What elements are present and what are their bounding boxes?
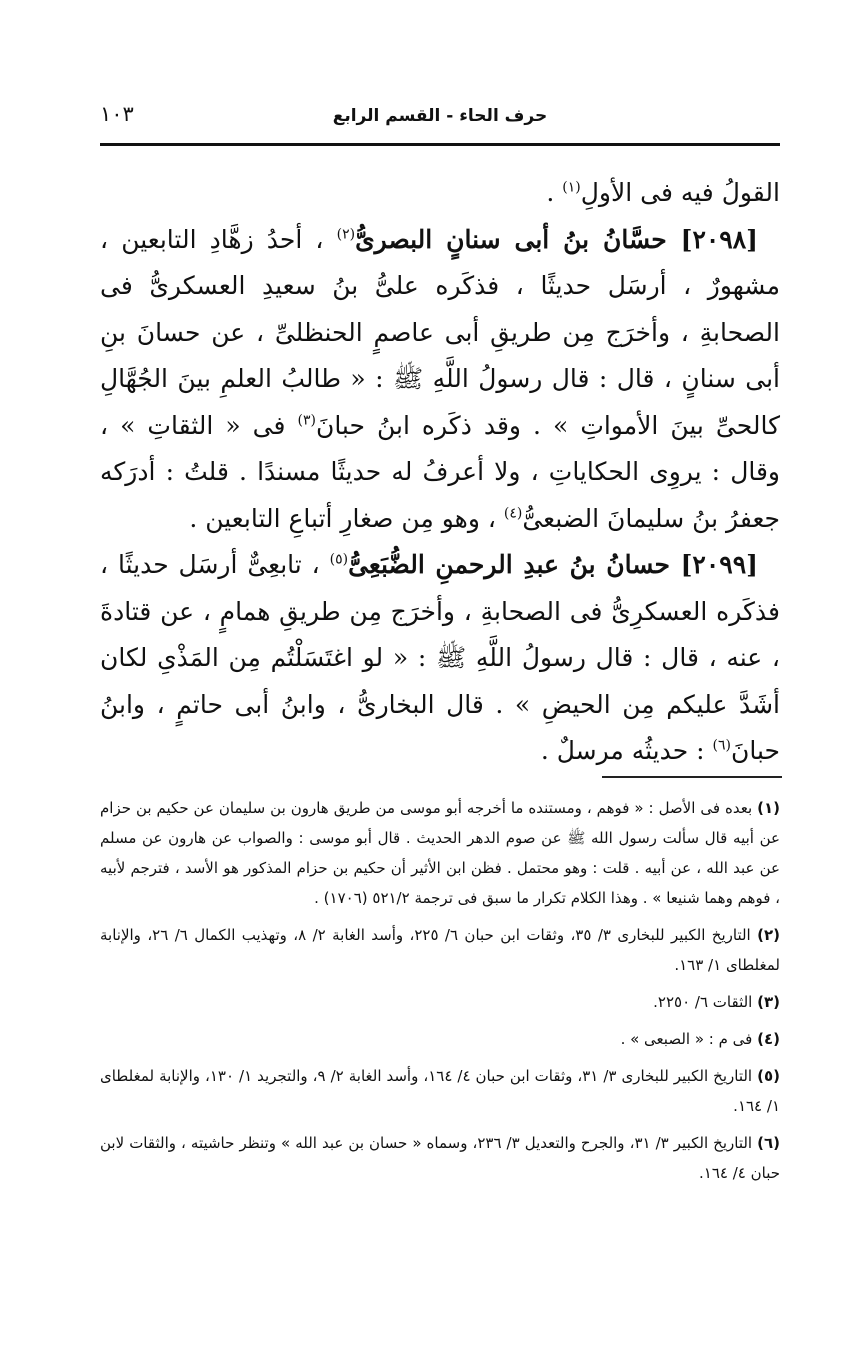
footnote — [100, 1024, 780, 1054]
footnote-number: (١) — [757, 799, 780, 817]
footnote-ref-4: (٤) — [503, 505, 523, 522]
footnote-ref-3: (٣) — [297, 412, 316, 429]
entry-2098-text-1: ، أحدُ زهَّادِ التابعين ، مشهورٌ ، أرسَل حديثًا ، فذكَره علىُّ بنُ سعيدِ العسكرىُّ فى الصحابةِ ، وأخرَج مِن طريقِ أبى عاصمٍ الحنظلىِّ ، عن حسانَ بنِ أبى سنانٍ ، قال : قال رسولُ اللَّهِ ﷺ : « طالبُ العلمِ بينَ الجُهَّالِ كالحىِّ بينَ الأمواتِ » . وقد ذكَره ابنُ حبانَ — [100, 224, 781, 440]
footnote-ref-1: (١) — [562, 179, 581, 196]
entry-2099-text-2: : حديثُه مرسلٌ . — [540, 736, 713, 765]
footnote-text: التاريخ الكبير للبخارى ٣/ ٣١، وثقات ابن حبان ٤/ ١٦٤، وأسد الغابة ٢/ ٩، والتجريد ١/ ١٣٠، والإنابة لمغلطاى ١/ ١٦٤. — [100, 1067, 780, 1115]
entry-2098 — [100, 217, 780, 543]
footnote-separator — [602, 776, 782, 778]
header-rule — [100, 143, 780, 146]
footnote — [100, 793, 780, 913]
entry-2099-heading: [٢٠٩٩] حسانُ بنُ عبدِ الرحمنِ الضُّبَعِىُّ — [348, 550, 758, 579]
footnote-ref-2: (٢) — [336, 226, 356, 243]
footnote-number: (٦) — [757, 1134, 781, 1152]
continuation-paragraph — [100, 170, 780, 217]
footnote-number: (٢) — [757, 926, 780, 944]
footnote-ref-6: (٦) — [712, 737, 732, 754]
page-number: ١٠٣ — [100, 102, 134, 126]
footnotes — [100, 793, 780, 1195]
continuation-text: القولُ فيه فى الأولِ — [580, 178, 780, 207]
footnote — [100, 1061, 780, 1121]
entry-2099 — [100, 542, 780, 775]
entry-2099-text-1: ، تابعِىٌّ أرسَل حديثًا ، فذكَره العسكرِىُّ فى الصحابةِ ، وأخرَج مِن طريقِ همامٍ ، عن قتادةَ ، عنه ، قال : قال رسولُ اللَّهِ ﷺ : « لو اغتَسَلْتُم مِن المَذْىِ لكان أشَدَّ عليكم مِن الحيضِ » . قال البخارىُّ ، وابنُ أبى حاتمٍ ، وابنُ حبانَ — [100, 550, 780, 765]
entry-2098-text-2: فى « الثقاتِ » ، وقال : يروِى الحكاياتِ ، ولا أعرفُ له حديثًا مسندًا . قلتُ : أدرَكه جعفرُ بنُ سليمانَ الضبعىُّ — [100, 410, 780, 533]
footnote — [100, 1128, 780, 1188]
page-header — [100, 100, 780, 134]
footnote-number: (٤) — [757, 1030, 780, 1048]
footnote-number: (٥) — [757, 1067, 780, 1085]
footnote-text: فى م : « الصبعى » . — [620, 1030, 753, 1048]
footnote-text: التاريخ الكبير ٣/ ٣١، والجرح والتعديل ٣/ ٢٣٦، وسماه « حسان بن عبد الله » وتنظر حاشيته ، والثقات لابن حبان ٤/ ١٦٤. — [100, 1134, 780, 1182]
main-text — [100, 170, 780, 775]
entry-2098-text-3: ، وهو مِن صغارِ أتباعِ التابعين . — [189, 503, 504, 533]
entry-2098-heading: [٢٠٩٨] حسَّانُ بنُ أبى سنانٍ البصرىُّ — [355, 224, 758, 254]
footnote-number: (٣) — [757, 993, 780, 1011]
running-title: حرف الحاء - القسم الرابع — [332, 106, 548, 126]
footnote-text: بعده فى الأصل : « فوهم ، ومستنده ما أخرجه أبو موسى من طريق هارون بن سليمان عن حكيم بن حزام عن أبيه قال سألت رسول الله ﷺ عن صوم الدهر الحديث . قال أبو موسى : والصواب عن هارون عن مسلم عن عبد الله ، عن أبيه . قلت : وهو محتمل . فظن ابن الأثير أن حكيم بن حزام المذكور هو الأسد ، فترجم لأبيه ، فوهم وهما شنيعا » . وهذا الكلام تكرار ما سبق فى ترجمة ٥٢١/٢ (١٧٠٦) . — [100, 799, 780, 907]
footnote-text: الثقات ٦/ ٢٢٥٠. — [653, 993, 753, 1011]
footnote-ref-5: (٥) — [329, 551, 349, 568]
footnote-text: التاريخ الكبير للبخارى ٣/ ٣٥، وثقات ابن حبان ٦/ ٢٢٥، وأسد الغابة ٢/ ٨، وتهذيب الكمال ٦/ ٢٦، والإنابة لمغلطاى ١/ ١٦٣. — [100, 926, 780, 974]
footnote — [100, 920, 780, 980]
footnote — [100, 987, 780, 1017]
continuation-end: . — [546, 178, 563, 207]
